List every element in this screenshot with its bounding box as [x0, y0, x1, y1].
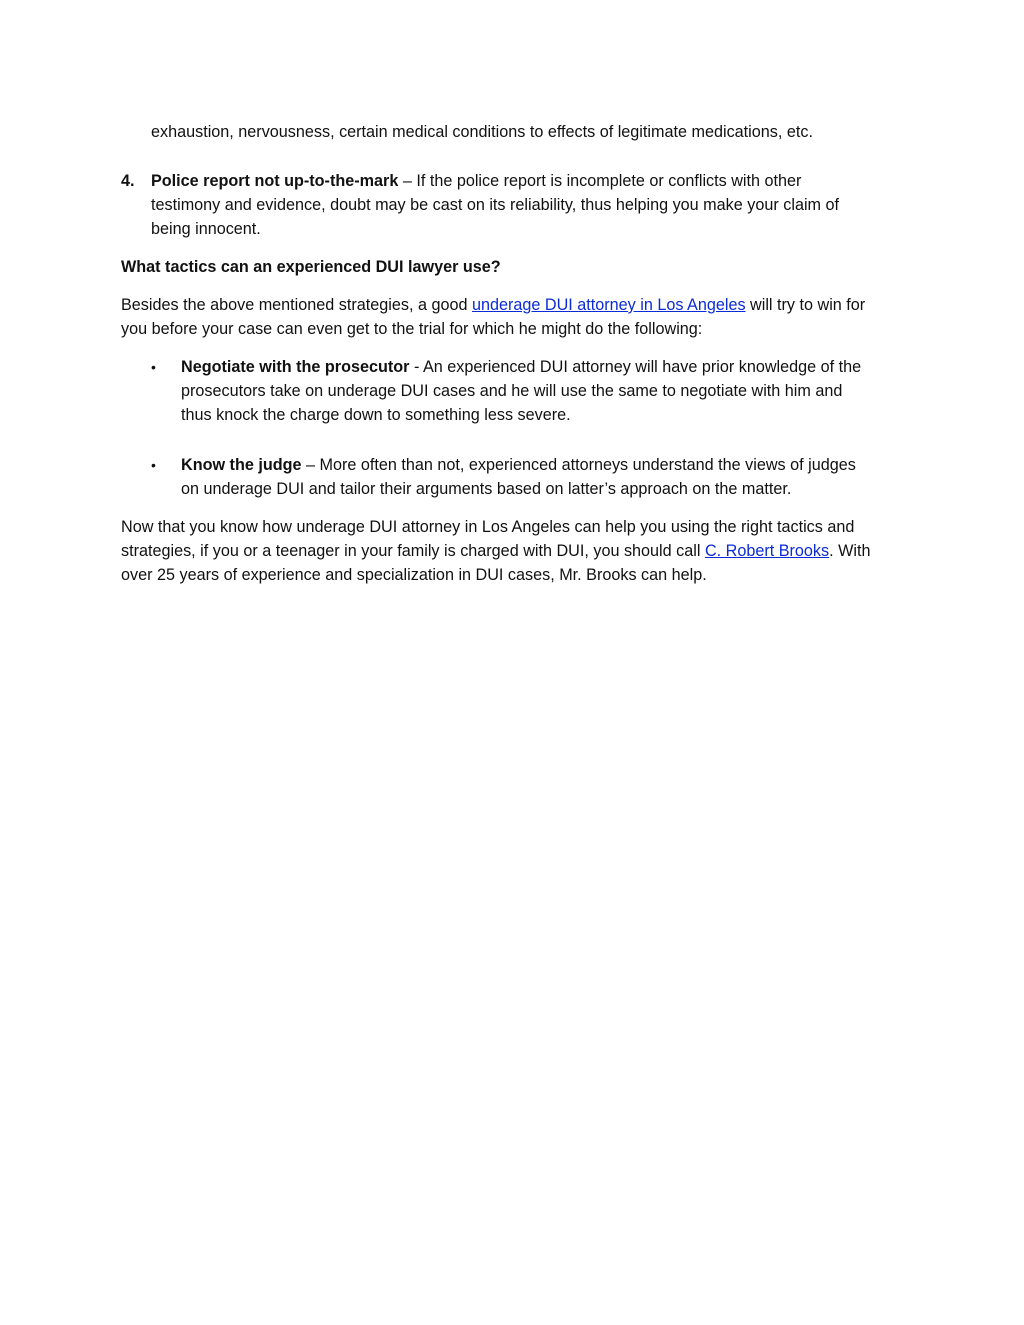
bullet-icon: •: [151, 457, 156, 473]
bullet1-line1: [181, 355, 911, 379]
continuation-line: exhaustion, nervousness, certain medical conditions to effects of legitimate medications, etc.: [151, 123, 813, 141]
bullet1-title: Negotiate with the prosecutor: [181, 358, 410, 376]
closing-text-pre: strategies, if you or a teenager in your family is charged with DUI, you should call: [121, 542, 705, 560]
bullet1-line2: prosecutors take on underage DUI cases and he will use the same to negotiate with him and: [181, 382, 843, 400]
item4-line2: testimony and evidence, doubt may be cast on its reliability, thus helping you make your claim of: [151, 196, 840, 214]
bullet1-line1-text: - An experienced DUI attorney will have prior knowledge of the: [409, 358, 862, 376]
section-heading: What tactics can an experienced DUI lawyer use?: [121, 258, 501, 276]
bullet1-line3: thus knock the charge down to something less severe.: [181, 406, 571, 424]
item4-line1-text: – If the police report is incomplete or conflicts with other: [398, 172, 802, 190]
list-number-4: 4.: [121, 172, 135, 190]
underage-dui-attorney-link[interactable]: underage DUI attorney in Los Angeles: [471, 296, 746, 314]
intro-text-pre: Besides the above mentioned strategies, a good: [121, 296, 472, 314]
item4-line1: [151, 169, 911, 193]
bullet2-title: Know the judge: [181, 456, 302, 474]
intro-line2: you before your case can even get to the trial for which he might do the following:: [121, 320, 703, 338]
closing-line2: [121, 539, 911, 563]
closing-line1: Now that you know how underage DUI attorney in Los Angeles can help you using the right tactics and: [121, 518, 855, 536]
bullet2-line1-text: – More often than not, experienced attorneys understand the views of judges: [301, 456, 856, 474]
item4-title: Police report not up-to-the-mark: [151, 172, 399, 190]
bullet2-line2: on underage DUI and tailor their arguments based on latter’s approach on the matter.: [181, 480, 792, 498]
c-robert-brooks-link[interactable]: C. Robert Brooks: [704, 542, 830, 560]
intro-line1: [121, 293, 911, 317]
bullet-icon: •: [151, 359, 156, 375]
intro-text-post: will try to win for: [745, 296, 866, 314]
bullet2-line1: [181, 453, 911, 477]
closing-line3: over 25 years of experience and specialization in DUI cases, Mr. Brooks can help.: [121, 566, 707, 584]
closing-text-post: . With: [829, 542, 871, 560]
item4-line3: being innocent.: [151, 220, 261, 238]
